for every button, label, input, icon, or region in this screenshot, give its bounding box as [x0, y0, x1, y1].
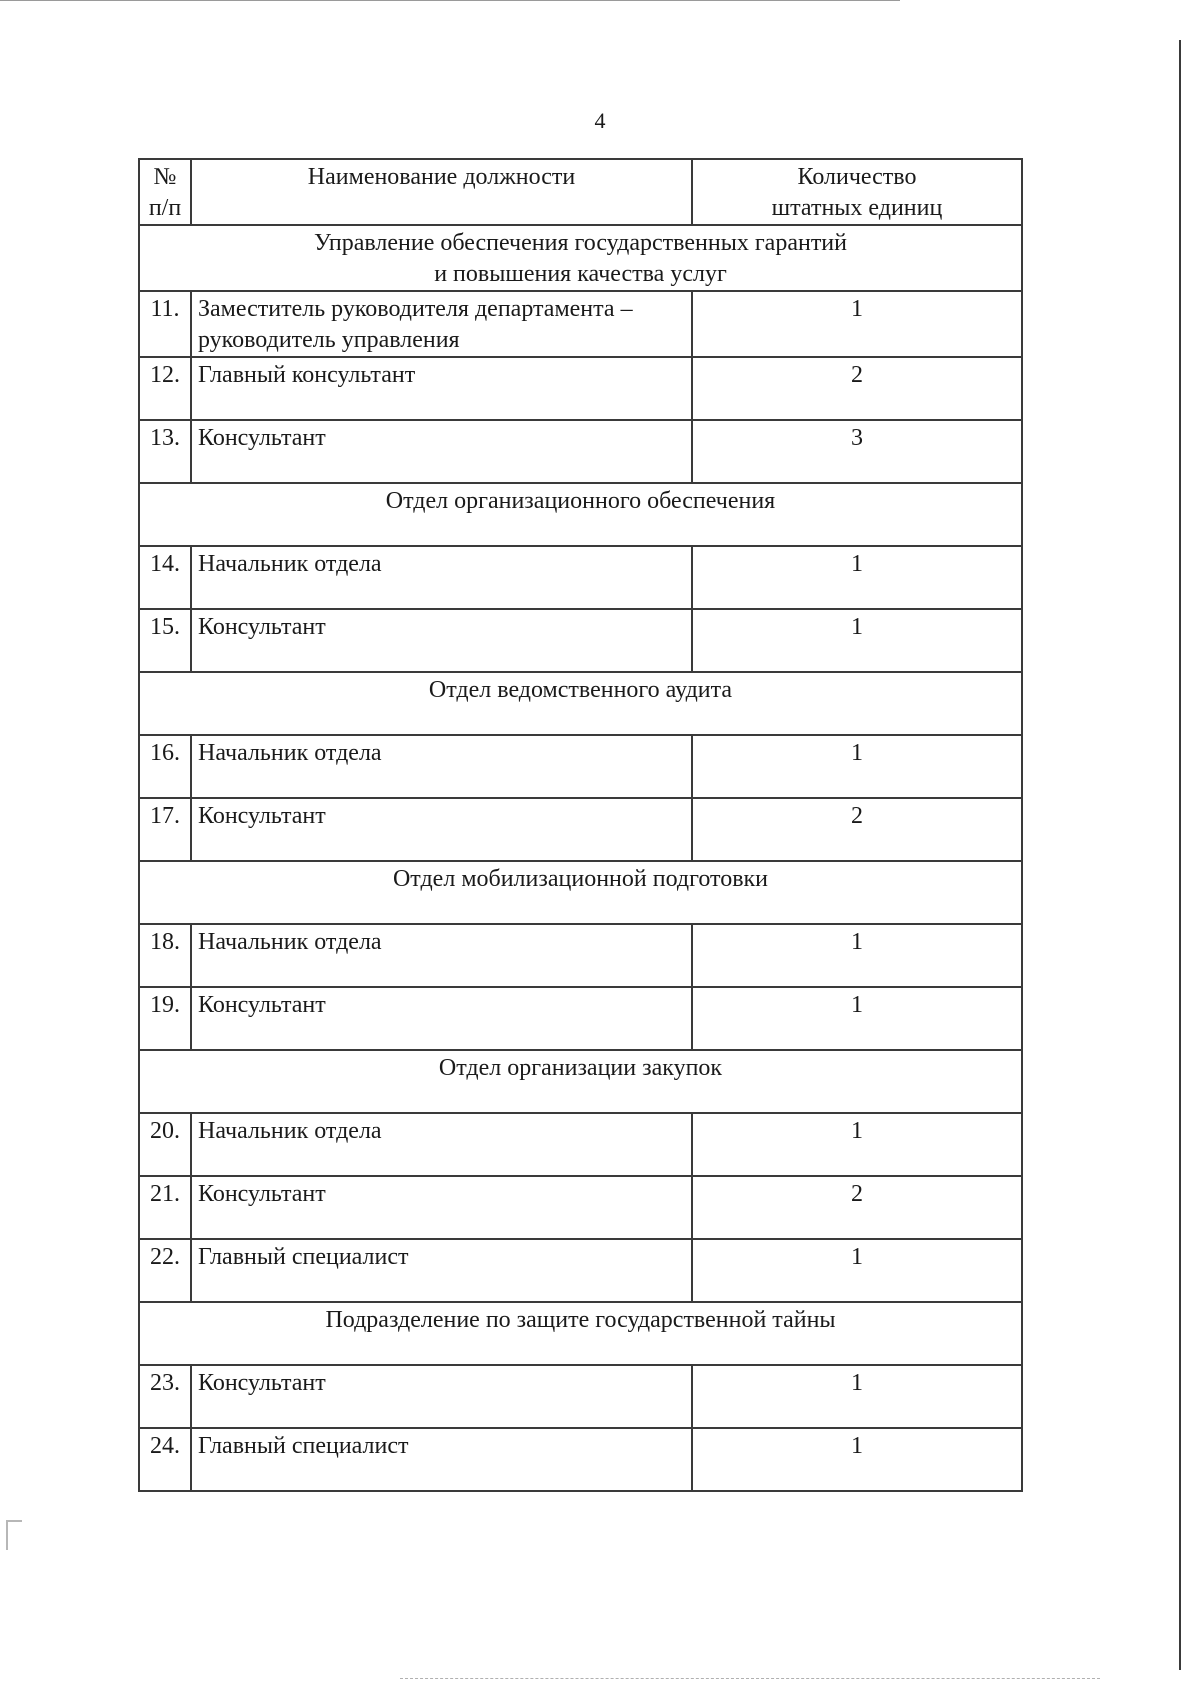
- position-name: Главный консультант: [191, 357, 692, 420]
- position-name: Консультант: [191, 987, 692, 1050]
- section-row: [139, 1050, 1022, 1113]
- section-row: [139, 861, 1022, 924]
- position-name: Главный специалист: [191, 1239, 692, 1302]
- position-quantity: 1: [692, 609, 1022, 672]
- position-quantity: 1: [692, 546, 1022, 609]
- position-quantity: 1: [692, 1365, 1022, 1428]
- position-name: Консультант: [191, 1365, 692, 1428]
- row-number: 14.: [139, 546, 191, 609]
- section-row: [139, 225, 1022, 291]
- position-quantity: 1: [692, 735, 1022, 798]
- position-quantity: 2: [692, 1176, 1022, 1239]
- table-body: [139, 225, 1022, 1491]
- table-row: [139, 924, 1022, 987]
- section-row: [139, 483, 1022, 546]
- row-number: 18.: [139, 924, 191, 987]
- table-row: [139, 1365, 1022, 1428]
- row-number: 12.: [139, 357, 191, 420]
- table-row: [139, 291, 1022, 357]
- header-qty: Количество штатных единиц: [692, 159, 1022, 225]
- table-row: [139, 1113, 1022, 1176]
- scan-mark: [6, 1520, 22, 1550]
- table-row: [139, 735, 1022, 798]
- page-number: 4: [594, 108, 606, 133]
- position-name: Начальник отдела: [191, 1113, 692, 1176]
- section-title: Управление обеспечения государственных гарантий и повышения качества услуг: [139, 225, 1022, 291]
- position-quantity: 1: [692, 291, 1022, 357]
- position-name: Консультант: [191, 609, 692, 672]
- section-title: Отдел организационного обеспечения: [139, 483, 1022, 546]
- position-quantity: 3: [692, 420, 1022, 483]
- section-title: Отдел организации закупок: [139, 1050, 1022, 1113]
- table-row: [139, 1428, 1022, 1491]
- table-header-row: [139, 159, 1022, 225]
- position-quantity: 2: [692, 357, 1022, 420]
- scan-edge-top: [0, 0, 900, 1]
- position-quantity: 1: [692, 924, 1022, 987]
- header-name: Наименование должности: [191, 159, 692, 225]
- table-row: [139, 546, 1022, 609]
- section-title: Отдел мобилизационной подготовки: [139, 861, 1022, 924]
- row-number: 17.: [139, 798, 191, 861]
- position-name: Консультант: [191, 420, 692, 483]
- position-name: Начальник отдела: [191, 735, 692, 798]
- table-row: [139, 798, 1022, 861]
- position-name: Начальник отдела: [191, 546, 692, 609]
- position-name: Консультант: [191, 798, 692, 861]
- table-row: [139, 987, 1022, 1050]
- header-num: № п/п: [139, 159, 191, 225]
- row-number: 21.: [139, 1176, 191, 1239]
- position-quantity: 1: [692, 1428, 1022, 1491]
- row-number: 15.: [139, 609, 191, 672]
- row-number: 13.: [139, 420, 191, 483]
- position-quantity: 2: [692, 798, 1022, 861]
- section-row: [139, 1302, 1022, 1365]
- position-name: Главный специалист: [191, 1428, 692, 1491]
- row-number: 11.: [139, 291, 191, 357]
- position-quantity: 1: [692, 1113, 1022, 1176]
- row-number: 20.: [139, 1113, 191, 1176]
- position-name: Начальник отдела: [191, 924, 692, 987]
- position-name: Заместитель руководителя департамента – руководитель управления: [191, 291, 692, 357]
- row-number: 19.: [139, 987, 191, 1050]
- table-row: [139, 1176, 1022, 1239]
- staff-table: [138, 158, 1023, 1492]
- scan-edge-right: [1179, 40, 1181, 1670]
- section-title: Отдел ведомственного аудита: [139, 672, 1022, 735]
- position-name: Консультант: [191, 1176, 692, 1239]
- table-row: [139, 1239, 1022, 1302]
- table-row: [139, 420, 1022, 483]
- section-row: [139, 672, 1022, 735]
- table-row: [139, 609, 1022, 672]
- table-row: [139, 357, 1022, 420]
- row-number: 23.: [139, 1365, 191, 1428]
- row-number: 16.: [139, 735, 191, 798]
- position-quantity: 1: [692, 987, 1022, 1050]
- position-quantity: 1: [692, 1239, 1022, 1302]
- row-number: 24.: [139, 1428, 191, 1491]
- section-title: Подразделение по защите государственной тайны: [139, 1302, 1022, 1365]
- row-number: 22.: [139, 1239, 191, 1302]
- scan-edge-bottom: [400, 1678, 1100, 1679]
